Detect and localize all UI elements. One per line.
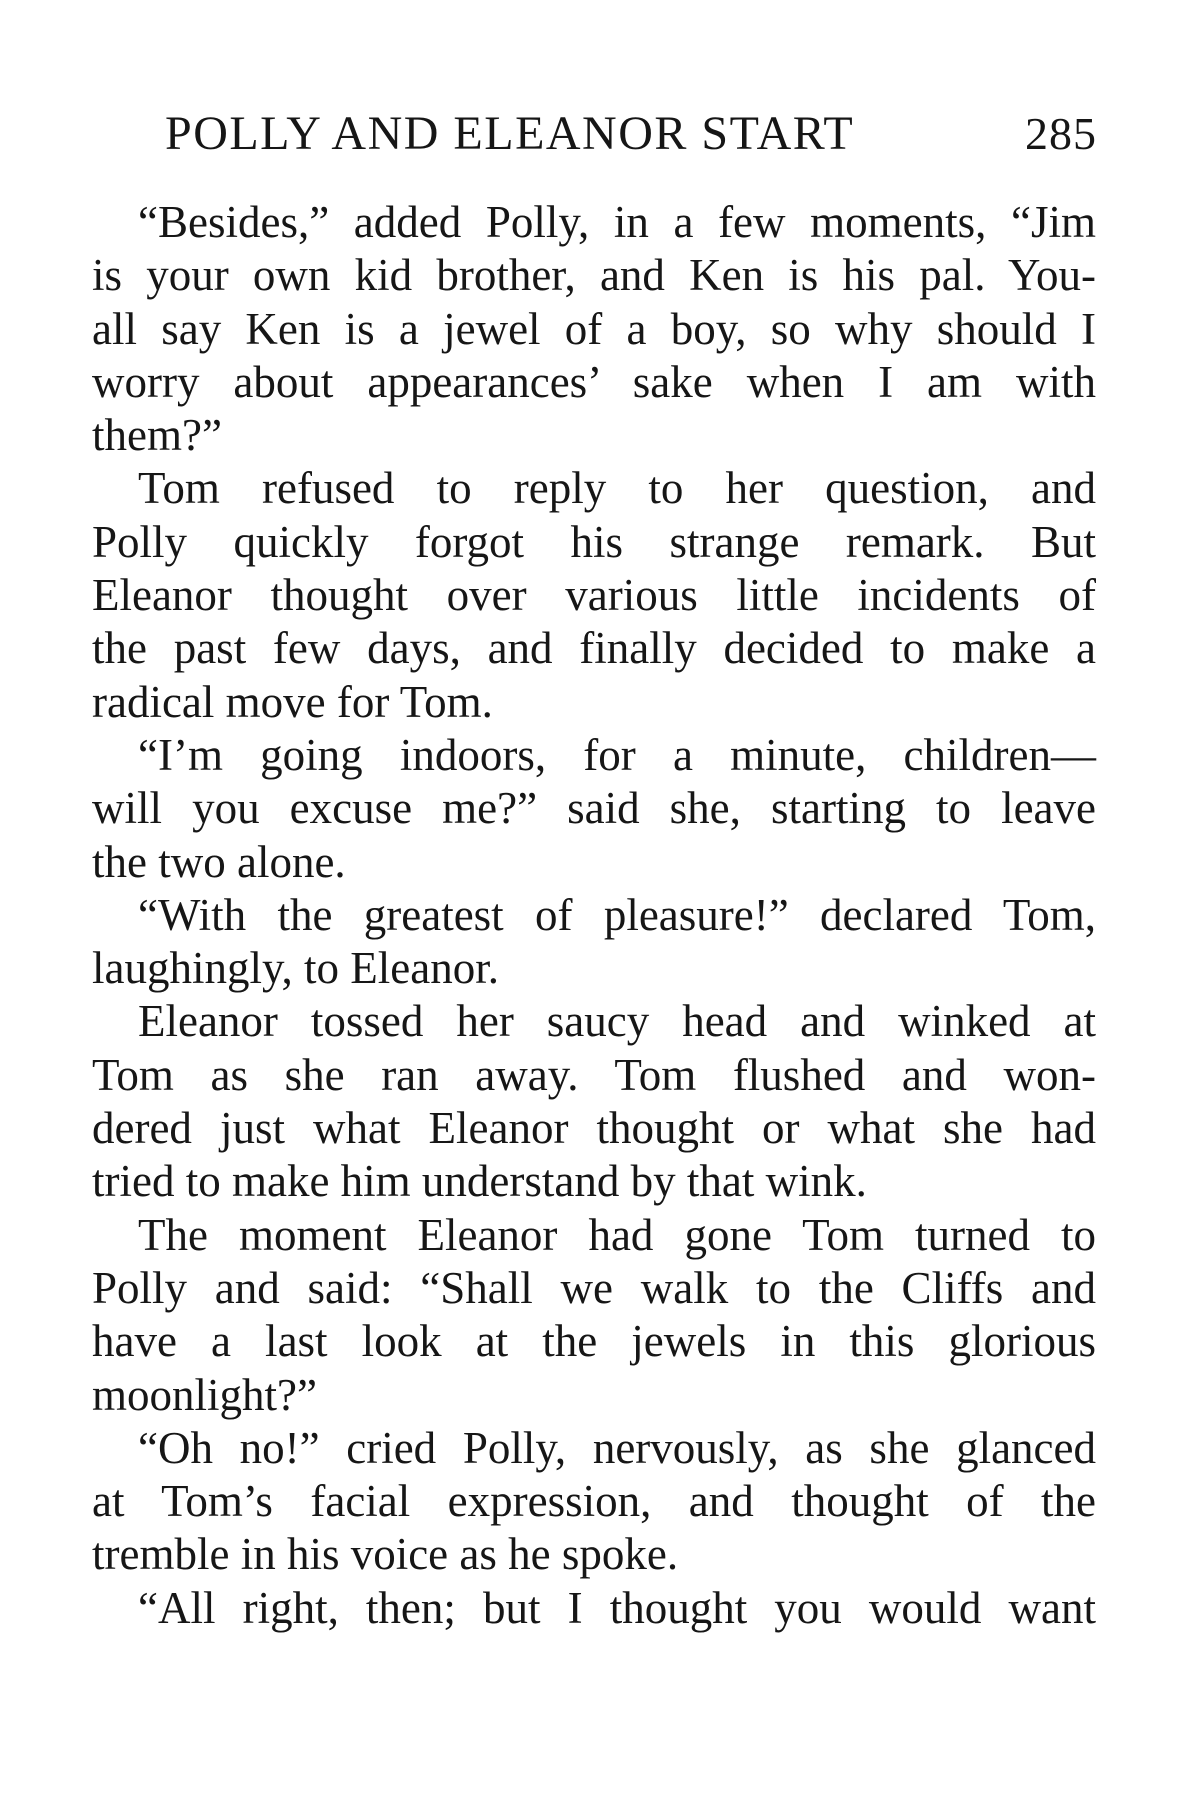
text-line: all say Ken is a jewel of a boy, so why should I bbox=[92, 303, 1096, 354]
text-line: Eleanor thought over various little incidents of bbox=[92, 570, 1096, 621]
text-line: is your own kid brother, and Ken is his pal. You- bbox=[92, 250, 1096, 301]
running-title: POLLY AND ELEANOR START bbox=[165, 107, 855, 160]
page-number: 285 bbox=[1025, 108, 1097, 159]
text-line: the past few days, and finally decided to make a bbox=[92, 623, 1096, 674]
text-line: “All right, then; but I thought you would want bbox=[138, 1582, 1096, 1633]
text-line: at Tom’s facial expression, and thought of the bbox=[92, 1476, 1096, 1527]
text-line: The moment Eleanor had gone Tom turned to bbox=[138, 1209, 1096, 1260]
text-line: Tom as she ran away. Tom flushed and won- bbox=[92, 1049, 1096, 1100]
text-line: moonlight?” bbox=[92, 1369, 317, 1420]
text-line: Eleanor tossed her saucy head and winked at bbox=[138, 996, 1096, 1047]
running-head bbox=[165, 106, 1097, 168]
text-line: have a last look at the jewels in this glorious bbox=[92, 1316, 1096, 1367]
text-line: “I’m going indoors, for a minute, children— bbox=[138, 729, 1096, 780]
text-line: “With the greatest of pleasure!” declared Tom, bbox=[138, 889, 1096, 940]
text-line: Polly and said: “Shall we walk to the Cliffs and bbox=[92, 1262, 1096, 1313]
text-line: them?” bbox=[92, 410, 222, 461]
text-line: Polly quickly forgot his strange remark. But bbox=[92, 516, 1096, 567]
text-line: dered just what Eleanor thought or what she had bbox=[92, 1103, 1096, 1154]
text-line: will you excuse me?” said she, starting to leave bbox=[92, 783, 1096, 834]
text-line: radical move for Tom. bbox=[92, 676, 493, 727]
text-line: tried to make him understand by that wink. bbox=[92, 1156, 867, 1207]
text-line: worry about appearances’ sake when I am with bbox=[92, 356, 1096, 407]
body-text bbox=[92, 196, 1096, 1635]
text-line: laughingly, to Eleanor. bbox=[92, 943, 499, 994]
text-line: “Oh no!” cried Polly, nervously, as she glanced bbox=[138, 1422, 1096, 1473]
text-line: Tom refused to reply to her question, and bbox=[138, 463, 1096, 514]
text-line: “Besides,” added Polly, in a few moments, “Jim bbox=[138, 197, 1096, 247]
text-line: tremble in his voice as he spoke. bbox=[92, 1529, 679, 1580]
text-line: the two alone. bbox=[92, 836, 346, 887]
